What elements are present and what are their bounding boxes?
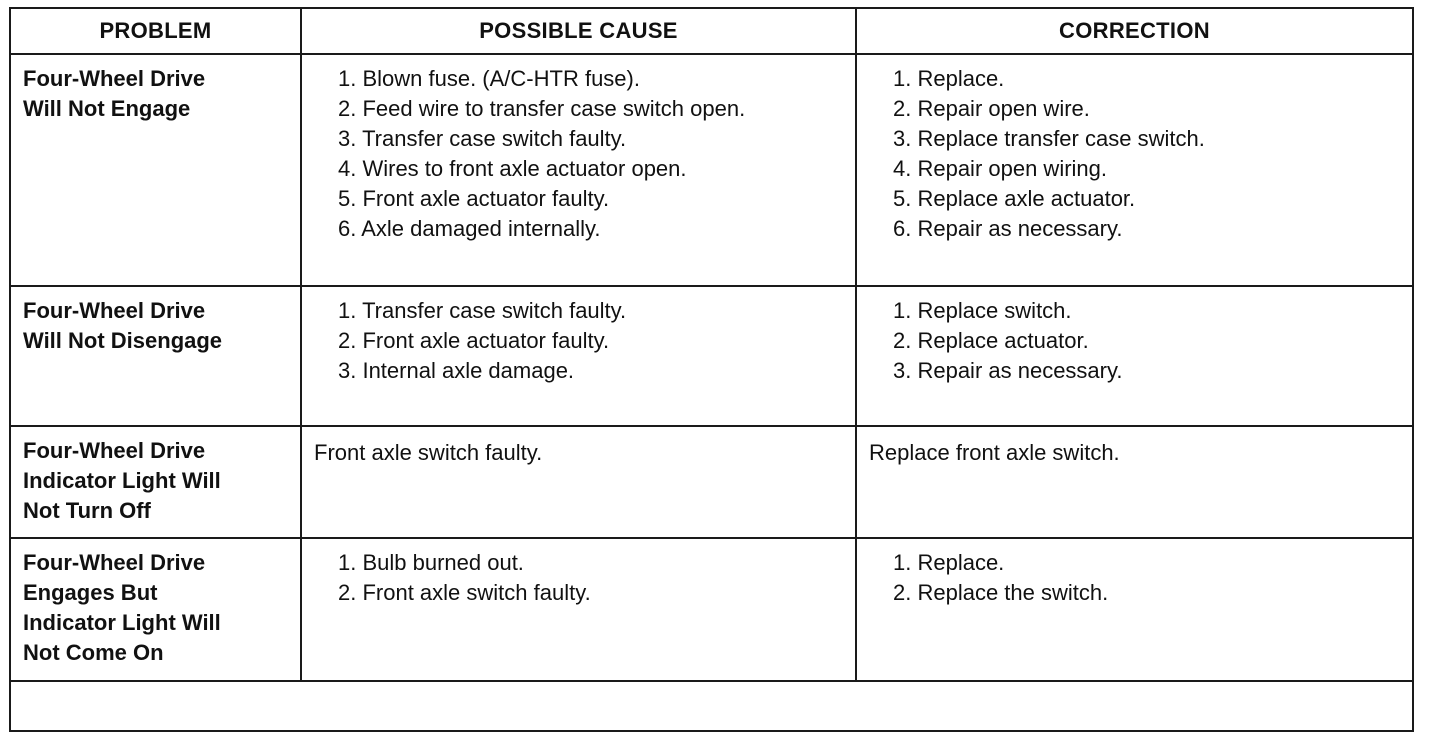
problem-cell: Four-Wheel Drive Engages But Indicator Light Will Not Come On <box>10 538 301 681</box>
cause-item: 2. Front axle switch faulty. <box>338 579 591 605</box>
correction-item: 5. Replace axle actuator. <box>893 186 1136 212</box>
correction-cell <box>856 286 1413 427</box>
cause-item: 3. Internal axle damage. <box>338 357 575 383</box>
cause-item: 3. Transfer case switch faulty. <box>338 126 627 152</box>
table-header-row <box>10 8 1413 54</box>
correction-item: 4. Repair open wiring. <box>893 156 1108 182</box>
cause-cell <box>301 286 856 427</box>
correction-item: 1. Replace. <box>893 549 1005 575</box>
cause-item: 1. Transfer case switch faulty. <box>338 297 627 323</box>
cause-item: 6. Axle damaged internally. <box>338 216 601 242</box>
header-problem: PROBLEM <box>10 8 301 54</box>
cause-item: 2. Front axle actuator faulty. <box>338 327 610 353</box>
correction-item: 2. Replace actuator. <box>893 327 1089 353</box>
correction-item: 1. Replace. <box>893 66 1005 92</box>
correction-item: 6. Repair as necessary. <box>893 216 1123 242</box>
correction-cell <box>856 538 1413 681</box>
header-possible-cause: POSSIBLE CAUSE <box>301 8 856 54</box>
cause-item: 1. Blown fuse. (A/C-HTR fuse). <box>338 66 640 92</box>
empty-footer-row <box>10 681 1413 731</box>
cause-cell: Front axle switch faulty. <box>301 426 856 538</box>
cause-item: 5. Front axle actuator faulty. <box>338 186 610 212</box>
table-row <box>10 538 1413 681</box>
empty-footer-cell <box>10 681 1413 731</box>
correction-item: 2. Replace the switch. <box>893 579 1109 605</box>
correction-item: 2. Repair open wire. <box>893 96 1090 122</box>
correction-item: 1. Replace switch. <box>893 297 1072 323</box>
correction-cell <box>856 54 1413 285</box>
cause-cell <box>301 538 856 681</box>
correction-item: 3. Replace transfer case switch. <box>893 126 1205 152</box>
table-row <box>10 426 1413 538</box>
table-row <box>10 286 1413 427</box>
correction-item: 3. Repair as necessary. <box>893 357 1123 383</box>
table-row <box>10 54 1413 285</box>
cause-cell <box>301 54 856 285</box>
header-correction: CORRECTION <box>856 8 1413 54</box>
cause-item: 4. Wires to front axle actuator open. <box>338 156 687 182</box>
correction-cell: Replace front axle switch. <box>856 426 1413 538</box>
problem-cell: Four-Wheel Drive Will Not Disengage <box>10 286 301 427</box>
problem-cell: Four-Wheel Drive Indicator Light Will Not Turn Off <box>10 426 301 538</box>
cause-item: 2. Feed wire to transfer case switch open. <box>338 96 746 122</box>
problem-cell: Four-Wheel Drive Will Not Engage <box>10 54 301 285</box>
cause-item: 1. Bulb burned out. <box>338 549 524 575</box>
troubleshooting-table <box>9 7 1414 732</box>
